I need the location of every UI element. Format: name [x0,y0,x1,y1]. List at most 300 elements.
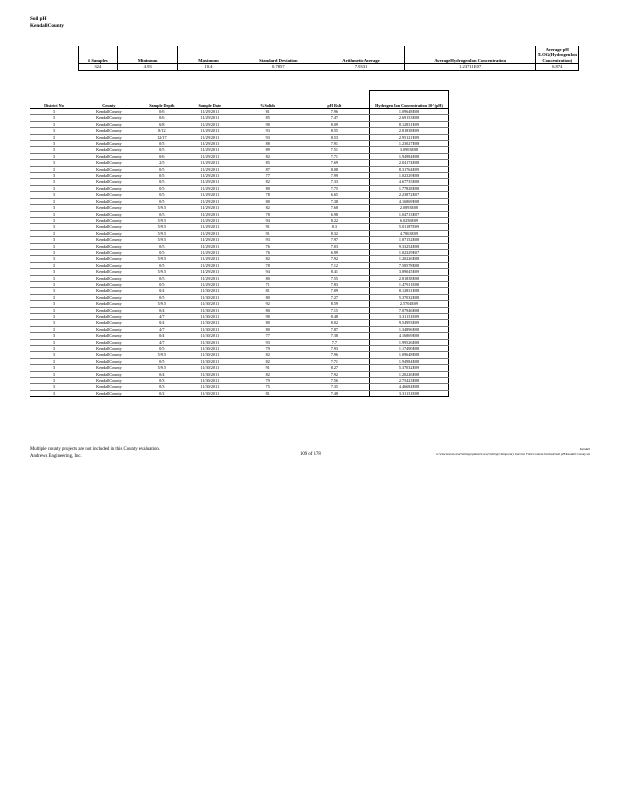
cell-date: 11/29/2011 [184,249,236,255]
cell-depth: 0/6 [140,153,184,159]
cell-county: KendallCounty [78,281,140,287]
cell-ph: 7.15 [300,307,370,313]
cell-depth: 0/2 [140,390,184,396]
cell-district: 3 [30,134,78,140]
cell-hion: 2.0893E08 [370,205,449,211]
cell-solids: 93 [236,134,300,140]
footer-note: Multiple county projects are not included in this County evaluation. [30,447,161,452]
cell-hion: 1.94984E08 [370,153,449,159]
cell-depth: 4/7 [140,339,184,345]
cell-hion: 1.77828E08 [370,185,449,191]
cell-district: 3 [30,256,78,262]
cell-ph: 8.48 [300,314,370,320]
cell-date: 11/29/2011 [184,153,236,159]
cell-hion: 9.33254E08 [370,243,449,249]
cell-hion: 1.02329E07 [370,249,449,255]
cell-date: 11/29/2011 [184,198,236,204]
summary-header-minimum: Minimum [117,46,178,64]
cell-district: 3 [30,230,78,236]
cell-date: 11/30/2011 [184,307,236,313]
cell-ph: 7.92 [300,256,370,262]
cell-district: 3 [30,192,78,198]
cell-date: 11/30/2011 [184,288,236,294]
cell-date: 11/30/2011 [184,314,236,320]
cell-ph: 7.7 [300,339,370,345]
cell-solids: 76 [236,243,300,249]
cell-district: 3 [30,147,78,153]
cell-solids: 76 [236,249,300,255]
cell-date: 11/29/2011 [184,230,236,236]
cell-county: KendallCounty [78,269,140,275]
cell-date: 11/30/2011 [184,339,236,345]
cell-district: 3 [30,141,78,147]
cell-depth: 5/9.5 [140,217,184,223]
cell-solids: 82 [236,179,300,185]
cell-solids: 82 [236,205,300,211]
cell-district: 3 [30,307,78,313]
summary-header-maximum: Maximum [178,46,239,64]
cell-date: 11/30/2011 [184,333,236,339]
cell-hion: 1.02329E08 [370,173,449,179]
cell-date: 11/29/2011 [184,224,236,230]
cell-depth: 0/6 [140,109,184,115]
cell-depth: 0/5 [140,173,184,179]
cell-hion: 2.04174E08 [370,160,449,166]
cell-district: 3 [30,153,78,159]
cell-ph: 8.09 [300,121,370,127]
cell-solids: 81 [236,288,300,294]
cell-ph: 7.56 [300,378,370,384]
summary-header-avg-hion: AverageHydrogenIon Concentration [404,46,536,64]
cell-county: KendallCounty [78,179,140,185]
footer-path: G:\Documents and Settings\pdavis\Local Settings\Temporary Internet Files\Content.Outlook\Soil pH\Kendall County.xls [436,452,590,456]
cell-solids: 92 [236,301,300,307]
cell-ph: 7.93 [300,346,370,352]
cell-date: 11/29/2011 [184,217,236,223]
cell-date: 11/29/2011 [184,192,236,198]
cell-district: 3 [30,320,78,326]
cell-solids: 85 [236,115,300,121]
cell-solids: 80 [236,275,300,281]
cell-depth: 0/5 [140,262,184,268]
cell-solids: 75 [236,384,300,390]
cell-county: KendallCounty [78,166,140,172]
cell-ph: 7.27 [300,294,370,300]
cell-district: 3 [30,390,78,396]
cell-district: 3 [30,179,78,185]
cell-county: KendallCounty [78,275,140,281]
cell-county: KendallCounty [78,294,140,300]
cell-solids: 82 [236,153,300,159]
cell-solids: 78 [236,262,300,268]
cell-solids: 80 [236,307,300,313]
cell-date: 11/29/2011 [184,211,236,217]
cell-ph: 8.08 [300,166,370,172]
cell-solids: 80 [236,320,300,326]
summary-value-minimum: 4.93 [117,64,178,71]
cell-county: KendallCounty [78,185,140,191]
sample-table-body [30,109,449,397]
footer-label: Kendall [579,447,590,451]
col-county: County [78,91,140,109]
cell-district: 3 [30,262,78,268]
cell-ph: 8.41 [300,269,370,275]
cell-district: 3 [30,365,78,371]
cell-district: 3 [30,224,78,230]
cell-hion: 8.12831E09 [370,121,449,127]
cell-date: 11/29/2011 [184,134,236,140]
cell-ph: 8.27 [300,365,370,371]
cell-depth: 5/9.5 [140,365,184,371]
cell-solids: 78 [236,192,300,198]
cell-county: KendallCounty [78,134,140,140]
cell-hion: 4.46684E08 [370,384,449,390]
cell-ph: 7.12 [300,262,370,268]
cell-solids: 79 [236,346,300,352]
cell-depth: 5/9.5 [140,237,184,243]
cell-hion: 8.31764E09 [370,166,449,172]
cell-hion: 2.75423E08 [370,378,449,384]
sample-table [30,90,449,397]
cell-district: 3 [30,371,78,377]
cell-ph: 7.03 [300,243,370,249]
cell-date: 11/30/2011 [184,371,236,377]
cell-depth: 0/5 [140,147,184,153]
cell-county: KendallCounty [78,205,140,211]
cell-hion: 5.37032E08 [370,294,449,300]
cell-district: 3 [30,358,78,364]
cell-district: 3 [30,198,78,204]
cell-date: 11/29/2011 [184,128,236,134]
cell-depth: 0/4 [140,307,184,313]
cell-date: 11/30/2011 [184,365,236,371]
cell-district: 3 [30,115,78,121]
cell-solids: 80 [236,294,300,300]
cell-depth: 0/5 [140,179,184,185]
cell-hion: 1.20226E08 [370,256,449,262]
col-hion: Hydrogen Ion Concentration 10^(pH) [370,91,449,109]
cell-hion: 9.54993E09 [370,320,449,326]
cell-ph: 7.97 [300,237,370,243]
cell-district: 3 [30,326,78,332]
cell-hion: 2.23872E07 [370,192,449,198]
cell-district: 3 [30,301,78,307]
cell-hion: 3.89045E09 [370,269,449,275]
cell-hion: 2.5704E09 [370,301,449,307]
summary-table [30,46,579,71]
cell-solids: 94 [236,269,300,275]
cell-depth: 0/4 [140,288,184,294]
cell-hion: 1.94984E08 [370,358,449,364]
cell-county: KendallCounty [78,230,140,236]
summary-value-average: 7.9331 [318,64,404,71]
cell-county: KendallCounty [78,192,140,198]
cell-district: 3 [30,173,78,179]
cell-county: KendallCounty [78,115,140,121]
cell-date: 11/29/2011 [184,243,236,249]
cell-date: 11/29/2011 [184,262,236,268]
cell-ph: 7.38 [300,333,370,339]
cell-ph: 6.99 [300,249,370,255]
cell-solids: 87 [236,166,300,172]
summary-header-samples: # Samples [78,46,117,64]
cell-ph: 8.53 [300,134,370,140]
cell-date: 11/29/2011 [184,256,236,262]
cell-hion: 4.16869E08 [370,333,449,339]
cell-county: KendallCounty [78,147,140,153]
cell-county: KendallCounty [78,358,140,364]
cell-county: KendallCounty [78,326,140,332]
cell-ph: 6.65 [300,192,370,198]
cell-depth: 0/5 [140,211,184,217]
cell-hion: 3.31131E08 [370,390,449,396]
cell-ph: 8.55 [300,128,370,134]
cell-district: 3 [30,294,78,300]
cell-district: 3 [30,346,78,352]
cell-ph: 7.92 [300,371,370,377]
footer-company: Andrews Engineering, Inc. [30,454,82,459]
summary-header-average: ArithmeticAverage [318,46,404,64]
col-ph: pH Rslt [300,91,370,109]
cell-solids: 80 [236,198,300,204]
cell-date: 11/29/2011 [184,121,236,127]
cell-date: 11/29/2011 [184,173,236,179]
cell-district: 3 [30,352,78,358]
cell-county: KendallCounty [78,314,140,320]
cell-district: 3 [30,281,78,287]
cell-ph: 7.71 [300,358,370,364]
cell-district: 3 [30,275,78,281]
cell-depth: 0/5 [140,185,184,191]
cell-county: KendallCounty [78,198,140,204]
cell-county: KendallCounty [78,365,140,371]
cell-hion: 5.01187E09 [370,224,449,230]
cell-solids: 90 [236,121,300,127]
cell-depth: 0/5 [140,166,184,172]
cell-ph: 8.22 [300,217,370,223]
cell-date: 11/29/2011 [184,275,236,281]
cell-hion: 4.7863E09 [370,230,449,236]
cell-ph: 7.47 [300,115,370,121]
cell-date: 11/30/2011 [184,294,236,300]
cell-solids: 82 [236,256,300,262]
cell-solids: 79 [236,378,300,384]
cell-hion: 3.31131E09 [370,314,449,320]
cell-solids: 80 [236,326,300,332]
cell-county: KendallCounty [78,224,140,230]
cell-hion: 5.37032E09 [370,365,449,371]
cell-hion: 1.47911E08 [370,281,449,287]
cell-date: 11/29/2011 [184,109,236,115]
cell-county: KendallCounty [78,256,140,262]
cell-county: KendallCounty [78,333,140,339]
cell-solids: 88 [236,141,300,147]
cell-ph: 7.91 [300,141,370,147]
cell-date: 11/30/2011 [184,320,236,326]
cell-county: KendallCounty [78,243,140,249]
cell-county: KendallCounty [78,307,140,313]
cell-depth: 8/12 [140,128,184,134]
cell-hion: 1.20226E08 [370,371,449,377]
cell-depth: 5/9.5 [140,205,184,211]
cell-depth: 0/4 [140,320,184,326]
cell-ph: 7.68 [300,205,370,211]
cell-solids: 81 [236,109,300,115]
cell-hion: 1.23027E08 [370,141,449,147]
cell-ph: 6.98 [300,211,370,217]
cell-district: 3 [30,109,78,115]
summary-value-samples: 324 [78,64,117,71]
report-county: KendallCounty [30,23,65,29]
cell-date: 11/30/2011 [184,390,236,396]
cell-date: 11/30/2011 [184,352,236,358]
cell-district: 3 [30,121,78,127]
cell-solids: 93 [236,128,300,134]
col-district: District No [30,91,78,109]
cell-ph: 7.96 [300,109,370,115]
cell-solids: 91 [236,230,300,236]
cell-depth: 0/5 [140,249,184,255]
cell-depth: 0/5 [140,358,184,364]
cell-hion: 1.17490E08 [370,346,449,352]
cell-ph: 7.83 [300,281,370,287]
cell-depth: 0/5 [140,192,184,198]
cell-district: 3 [30,217,78,223]
cell-solids: 82 [236,358,300,364]
cell-depth: 0/3 [140,384,184,390]
cell-district: 3 [30,269,78,275]
cell-hion: 1.07152E08 [370,237,449,243]
cell-hion: 4.67735E08 [370,179,449,185]
cell-county: KendallCounty [78,262,140,268]
cell-depth: 0/6 [140,115,184,121]
cell-date: 11/29/2011 [184,185,236,191]
cell-county: KendallCounty [78,153,140,159]
cell-date: 11/29/2011 [184,115,236,121]
cell-solids: 93 [236,237,300,243]
summary-header-avg-ph: Average pH !LOG(HydrogenIon Concentration) [537,46,577,63]
cell-solids: 82 [236,371,300,377]
cell-date: 11/30/2011 [184,326,236,332]
cell-district: 3 [30,166,78,172]
cell-ph: 7.99 [300,173,370,179]
cell-depth: 0/5 [140,346,184,352]
cell-district: 3 [30,384,78,390]
cell-county: KendallCounty [78,339,140,345]
cell-solids: 71 [236,281,300,287]
cell-depth: 6/8 [140,121,184,127]
cell-depth: 0/4 [140,333,184,339]
cell-hion: 7.07946E08 [370,307,449,313]
cell-depth: 12/17 [140,134,184,140]
cell-depth: 5/9.5 [140,224,184,230]
cell-date: 11/30/2011 [184,378,236,384]
cell-date: 11/30/2011 [184,358,236,364]
cell-district: 3 [30,237,78,243]
cell-hion: 1.04713E07 [370,211,449,217]
cell-ph: 7.96 [300,352,370,358]
cell-county: KendallCounty [78,160,140,166]
cell-ph: 7.55 [300,275,370,281]
cell-ph: 8.59 [300,301,370,307]
cell-county: KendallCounty [78,217,140,223]
cell-district: 3 [30,205,78,211]
cell-ph: 7.35 [300,384,370,390]
cell-district: 3 [30,314,78,320]
cell-ph: 7.71 [300,153,370,159]
cell-district: 3 [30,249,78,255]
cell-county: KendallCounty [78,249,140,255]
cell-district: 3 [30,333,78,339]
cell-solids: 90 [236,314,300,320]
cell-county: KendallCounty [78,352,140,358]
cell-depth: 4/7 [140,314,184,320]
cell-county: KendallCounty [78,371,140,377]
footer-page: 109 of 178 [300,452,321,457]
cell-solids: 94 [236,217,300,223]
cell-depth: 0/5 [140,294,184,300]
cell-county: KendallCounty [78,141,140,147]
col-depth: Sample Depth [140,91,184,109]
cell-hion: 2.95121E09 [370,134,449,140]
cell-hion: 4.16869E08 [370,198,449,204]
cell-solids: 93 [236,339,300,345]
cell-county: KendallCounty [78,320,140,326]
cell-ph: 7.87 [300,326,370,332]
cell-date: 11/29/2011 [184,281,236,287]
cell-solids: 78 [236,211,300,217]
cell-depth: 0/4 [140,371,184,377]
cell-solids: 82 [236,352,300,358]
report-title: Soil pH [30,16,47,22]
cell-hion: 1.99526E08 [370,339,449,345]
cell-ph: 7.48 [300,390,370,396]
cell-depth: 0/5 [140,275,184,281]
cell-county: KendallCounty [78,121,140,127]
cell-county: KendallCounty [78,128,140,134]
cell-county: KendallCounty [78,109,140,115]
cell-solids: 91 [236,365,300,371]
cell-date: 11/29/2011 [184,179,236,185]
cell-date: 11/29/2011 [184,205,236,211]
cell-date: 11/30/2011 [184,384,236,390]
cell-ph: 7.69 [300,160,370,166]
cell-county: KendallCounty [78,301,140,307]
cell-solids: 80 [236,185,300,191]
table-row [30,390,449,396]
cell-solids: 85 [236,160,300,166]
col-date: Sample Date [184,91,236,109]
cell-district: 3 [30,185,78,191]
cell-date: 11/29/2011 [184,147,236,153]
cell-depth: 4/7 [140,326,184,332]
cell-solids: 77 [236,333,300,339]
cell-hion: 1.09648E08 [370,109,449,115]
cell-depth: 5/9.5 [140,269,184,275]
col-solids: %Solids [236,91,300,109]
cell-district: 3 [30,211,78,217]
cell-county: KendallCounty [78,346,140,352]
summary-value-stddev: 0.7857 [238,64,318,71]
cell-district: 3 [30,243,78,249]
cell-solids: 89 [236,147,300,153]
cell-date: 11/29/2011 [184,166,236,172]
cell-district: 3 [30,288,78,294]
cell-date: 11/30/2011 [184,346,236,352]
cell-date: 11/29/2011 [184,237,236,243]
cell-date: 11/29/2011 [184,269,236,275]
cell-county: KendallCounty [78,173,140,179]
